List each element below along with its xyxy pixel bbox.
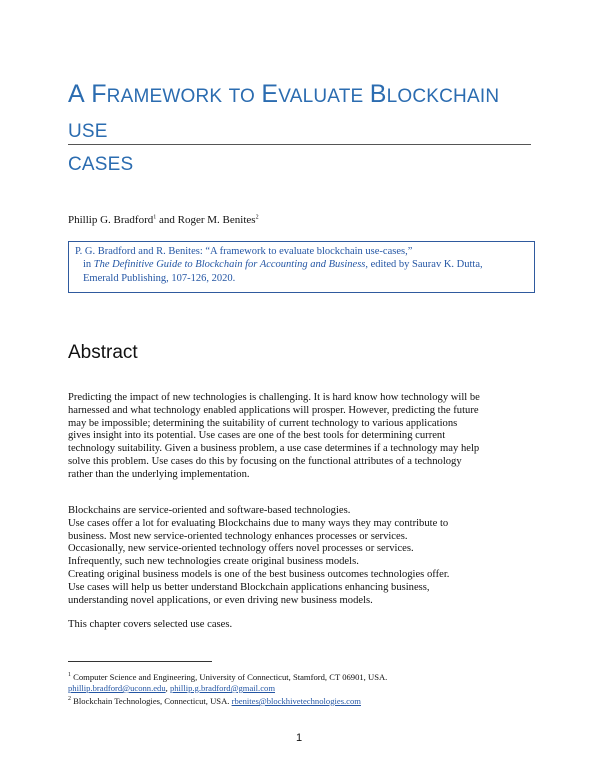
title-line-2: CASES [68, 154, 134, 175]
text-line: Use cases offer a lot for evaluating Blockchains due to many ways they may contribute to [68, 517, 449, 529]
abstract-paragraph-2 [68, 505, 538, 607]
citation-book-title: The Definitive Guide to Blockchain for Accounting and Business [93, 259, 366, 271]
citation-in: in [83, 259, 94, 271]
text-line: This chapter covers selected use cases. [68, 619, 233, 630]
citation-line-2 [75, 258, 528, 271]
abstract-paragraph-3 [68, 619, 538, 632]
footnote-1-emails [68, 683, 387, 694]
title-char: F [91, 80, 107, 108]
email-link[interactable]: phillip.bradford@uconn.edu [68, 682, 166, 693]
footnote-divider [68, 661, 212, 662]
footnote-mark: 1 [68, 672, 71, 678]
title-char: B [369, 80, 387, 108]
title-char: A [68, 80, 85, 108]
footnote-text: Computer Science and Engineering, University of Connecticut, Stamford, CT 06901, USA. [71, 671, 388, 682]
text-line: Use cases will help us better understand Blockchain applications enhancing business, [68, 581, 430, 593]
footnote-mark[interactable]: 2 [255, 214, 259, 221]
footnote-mark: 2 [68, 695, 71, 702]
text-line: business. Most new service-oriented technology enhances processes or services. [68, 530, 408, 542]
footnote-text: Blockchain Technologies, Connecticut, USA. [71, 695, 232, 706]
footnotes [68, 670, 387, 707]
footnote-mark[interactable]: 1 [153, 214, 157, 221]
title-word: VALUATE [278, 86, 364, 107]
abstract-paragraph-1 [68, 392, 538, 482]
text-line: rather than the underlying implementation. [68, 468, 250, 480]
text-line: may be impossible; determining the suitability of current technology to various applications [68, 417, 458, 429]
email-separator: , [165, 682, 170, 693]
text-line: understanding novel applications, or even driving new business models. [68, 594, 373, 606]
text-line: solve this problem. Use cases do this by focusing on the functional attributes of a technology [68, 455, 462, 467]
email-link[interactable]: phillip.g.bradford@gmail.com [169, 682, 276, 693]
abstract-heading: Abstract [68, 342, 138, 363]
page-number: 1 [296, 732, 303, 744]
text-line: Occasionally, new service-oriented technology offers novel processes or services. [68, 543, 414, 555]
footnote-1 [68, 670, 387, 683]
text-line: Blockchains are service-oriented and software-based technologies. [68, 505, 351, 516]
title-word: RAMEWORK [106, 86, 223, 107]
text-line: technology suitability. Given a business problem, a use case determines if a technology may help [68, 443, 480, 455]
text-line: Predicting the impact of new technologies is challenging. It is hard know how technology will be [68, 392, 480, 403]
text-line: Infrequently, such new technologies create original business models. [68, 556, 359, 568]
title-word: USE [68, 121, 108, 142]
text-line: gives insight into its potential. Use cases are one of the best tools for determining current [68, 430, 446, 442]
citation-box [68, 241, 535, 293]
citation-line-1: P. G. Bradford and R. Benites: “A framework to evaluate blockchain use-cases,” [75, 246, 413, 257]
title-line-1 [68, 78, 538, 148]
citation-line-3: Emerald Publishing, 107-126, 2020. [83, 272, 236, 284]
author-2: Roger M. Benites [177, 214, 256, 226]
title-char: E [261, 80, 279, 108]
footnote-2 [68, 694, 387, 707]
text-line: harnessed and what technology enabled applications will prosper. However, predicting the future [68, 404, 479, 416]
title-divider [68, 144, 531, 145]
title-word: LOCKCHAIN [386, 86, 500, 107]
text-line: Creating original business models is one of the best business outcomes technologies offer. [68, 568, 450, 580]
title-word: TO [228, 86, 256, 107]
author-1: Phillip G. Bradford [68, 214, 154, 226]
paper-title [68, 78, 538, 181]
author-separator: and [156, 214, 178, 226]
email-link[interactable]: rbenites@blockhivetechnologies.com [231, 695, 361, 706]
author-line [68, 214, 259, 226]
citation-editor: , edited by Saurav K. Dutta, [365, 259, 483, 271]
